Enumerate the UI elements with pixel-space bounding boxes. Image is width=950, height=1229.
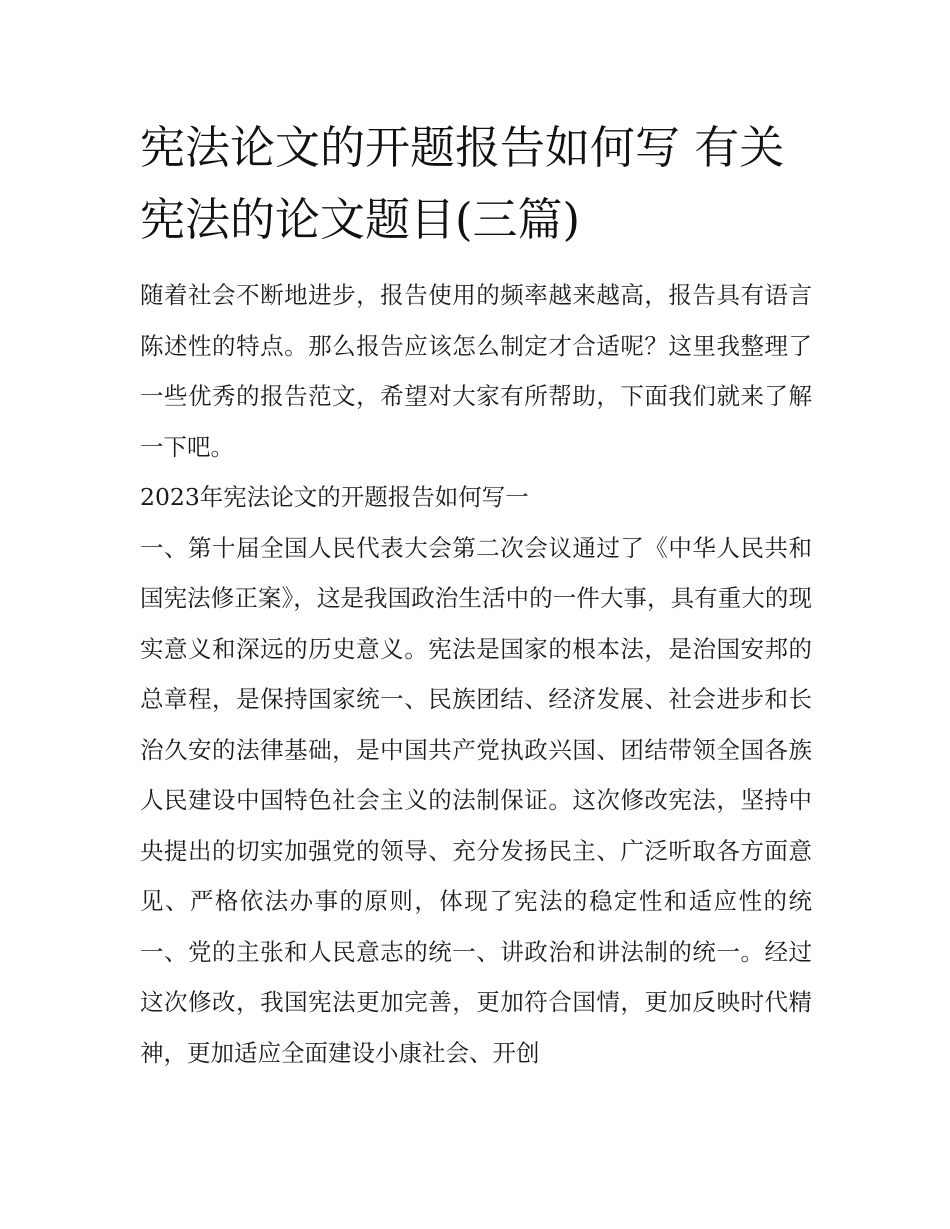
document-page bbox=[140, 112, 812, 1078]
section-heading: 2023年宪法论文的开题报告如何写一 bbox=[140, 483, 529, 511]
intro-paragraph: 随着社会不断地进步，报告使用的频率越来越高，报告具有语言陈述性的特点。那么报告应该怎么制定才合适呢？这里我整理了一些优秀的报告范文，希望对大家有所帮助，下面我们就来了解一下吧。 bbox=[140, 281, 812, 461]
document-title: 宪法论文的开题报告如何写 有关宪法的论文题目(三篇) bbox=[140, 121, 785, 246]
body-paragraph: 一、第十届全国人民代表大会第二次会议通过了《中华人民共和国宪法修正案》，这是我国政治生活中的一件大事，具有重大的现实意义和深远的历史意义。宪法是国家的根本法，是治国安邦的总章程，是保持国家统一、民族团结、经济发展、社会进步和长治久安的法律基础，是中国共产党执政兴国、团结带领全国各族人民建设中国特色社会主义的法制保证。这次修改宪法，坚持中央提出的切实加强党的领导、充分发扬民主、广泛听取各方面意见、严格依法办事的原则，体现了宪法的稳定性和适应性的统一、党的主张和人民意志的统一、讲政治和讲法制的统一。经过这次修改，我国宪法更加完善，更加符合国情，更加反映时代精神，更加适应全面建设小康社会、开创 bbox=[140, 533, 812, 1067]
